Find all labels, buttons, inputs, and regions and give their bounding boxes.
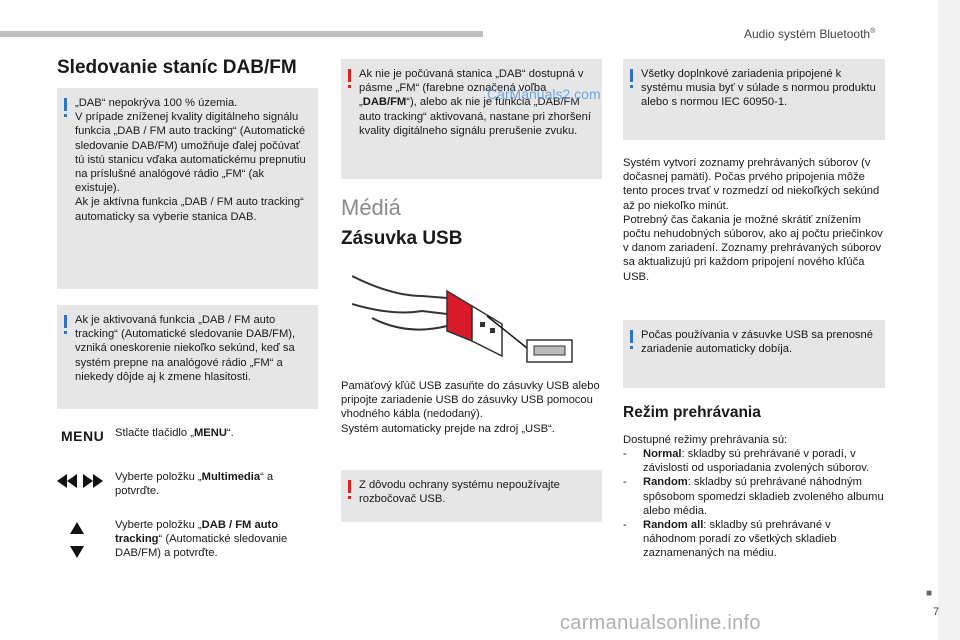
warning-text-pre: Ak nie je počúvaná stanica „DAB“ dostupná v pásme „FM“ (farebne označená voľba „	[359, 68, 584, 109]
usb-socket-illustration	[352, 256, 582, 366]
step-text-pre: Stlačte tlačidlo „	[115, 427, 194, 439]
mode-desc: : skladby sú prehrávané v poradí, v závislosti od usporiadania zvolených súborov.	[643, 448, 870, 475]
info-icon	[64, 98, 67, 111]
warning-icon-dot	[348, 496, 351, 499]
watermark-carmanuals2: CarManuals2.com	[487, 86, 601, 102]
top-rule	[0, 31, 483, 37]
info-icon	[630, 330, 633, 343]
usb-socket-heading: Zásuvka USB	[341, 228, 463, 249]
warning-text	[359, 67, 594, 138]
info-text: Všetky doplnkové zariadenia pripojené k systému musia byť v súlade s normou produktu alebo s normou IEC 60950-1.	[641, 68, 876, 109]
step-text-post: “ (Automatické sledovanie DAB/FM) a potvrďte.	[115, 533, 288, 560]
page-marker: ■	[926, 588, 933, 599]
step-select-multimedia	[115, 470, 315, 498]
mode-name: Normal	[643, 448, 682, 460]
info-icon	[630, 69, 633, 82]
warning-text-bold: DAB/FM	[362, 96, 407, 109]
list-dash: -	[623, 476, 627, 489]
info-icon-dot	[630, 85, 633, 88]
section-header	[744, 27, 875, 41]
play-mode-heading: Režim prehrávania	[623, 404, 761, 421]
mode-desc: : skladby sú prehrávané náhodným spôsobom spomedzi skladieb zvoleného albumu alebo média.	[643, 476, 884, 517]
info-text: Počas používania v zásuvke USB sa prenosné zariadenie automaticky dobíja.	[641, 329, 873, 356]
page-number: 7	[933, 606, 940, 618]
step-text-post: “ a potvrďte.	[115, 471, 274, 498]
prev-next-arrows-icon	[57, 474, 103, 488]
page-edge-strip	[938, 0, 960, 640]
step-text-bold: DAB / FM auto tracking	[115, 519, 279, 546]
play-mode-intro: Dostupné režimy prehrávania sú:	[623, 434, 788, 446]
mode-desc: : skladby sú prehrávané v náhodnom poradí zo všetkých skladieb zaznamenaných na médiu.	[643, 519, 837, 560]
menu-button-icon: MENU	[61, 428, 105, 444]
registered-mark: ®	[870, 28, 876, 35]
warning-text-post: “), alebo ak nie je funkcia „DAB/FM auto tracking“ aktivovaná, nastane pri zhoršení kvality digitálneho signálu prerušenie zvuku.	[359, 96, 591, 137]
warning-text: Z dôvodu ochrany systému nepoužívajte rozbočovač USB.	[359, 479, 560, 506]
list-dash: -	[623, 519, 627, 532]
info-text: „DAB“ nepokrýva 100 % územia. V prípade zníženej kvality digitálneho signálu funkcia „DAB / FM auto tracking“ (Automatické sledovanie DAB/FM) umožňuje ďalej počúvať tú istú stanicu vďaka automatickému prepnutiu na príslušné analógové rádio „FM“ (ak existuje). Ak je aktívna funkcia „DAB / FM auto tracking“ automaticky sa vyberie stanica DAB.	[75, 97, 306, 223]
step-text-post: “.	[226, 427, 234, 439]
dab-fm-heading: Sledovanie staníc DAB/FM	[57, 57, 297, 78]
section-header-text: Audio systém Bluetooth	[744, 27, 871, 41]
up-down-arrows-icon	[70, 522, 84, 558]
info-box-dab-coverage	[57, 88, 318, 289]
media-heading: Médiá	[341, 195, 401, 220]
warning-icon	[348, 69, 351, 82]
info-box-iec-standard	[623, 59, 885, 140]
info-text: Ak je aktivovaná funkcia „DAB / FM auto tracking“ (Automatické sledovanie DAB/FM), vzniká oneskorenie niekoľko sekúnd, keď sa systém prepne na analógové rádio „FM“ a niekedy dôjde aj k zmene hlasitosti.	[75, 314, 296, 383]
list-item	[623, 475, 885, 518]
step-press-menu	[115, 426, 315, 440]
list-item	[623, 447, 885, 475]
list-dash: -	[623, 448, 627, 460]
step-text-bold: Multimedia	[201, 471, 261, 483]
info-icon-dot	[64, 331, 67, 334]
info-icon	[64, 315, 67, 328]
mode-name: Random all	[643, 519, 704, 532]
warning-icon-dot	[348, 85, 351, 88]
info-icon-dot	[64, 114, 67, 117]
info-box-charging	[623, 320, 885, 388]
step-text-bold: MENU	[193, 427, 227, 439]
warning-box-usb-hub	[341, 470, 602, 522]
playlist-paragraph: Systém vytvorí zoznamy prehrávaných súborov (v dočasnej pamäti). Počas prvého pripojenia môže tento proces trvať v rozmedzí od niekoľkých sekúnd až po niekoľko minút. Potrebný čas čakania je možné skrátiť znížením počtu nehudobných súborov, ako aj počtu priečinkov v danom zariadení. Zoznamy prehrávaných súborov sa aktualizujú pri každom pripojení nového kľúča USB.	[623, 157, 883, 283]
step-select-dab-fm	[115, 518, 315, 561]
list-item	[623, 518, 885, 561]
step-text-pre: Vyberte položku „	[115, 519, 202, 531]
info-box-switch-delay	[57, 305, 318, 409]
step-text-pre: Vyberte položku „	[115, 471, 202, 483]
mode-name: Random	[643, 476, 688, 489]
usb-instructions: Pamäťový kľúč USB zasuňte do zásuvky USB alebo pripojte zariadenie USB do zásuvky USB pomocou vhodného kábla (nedodaný). Systém automaticky prejde na zdroj „USB“.	[341, 380, 600, 435]
warning-box-signal-loss	[341, 59, 602, 179]
watermark-carmanualsonline: carmanualsonline.info	[560, 612, 761, 634]
warning-icon	[348, 480, 351, 493]
play-mode-list	[623, 447, 885, 561]
info-icon-dot	[630, 346, 633, 349]
